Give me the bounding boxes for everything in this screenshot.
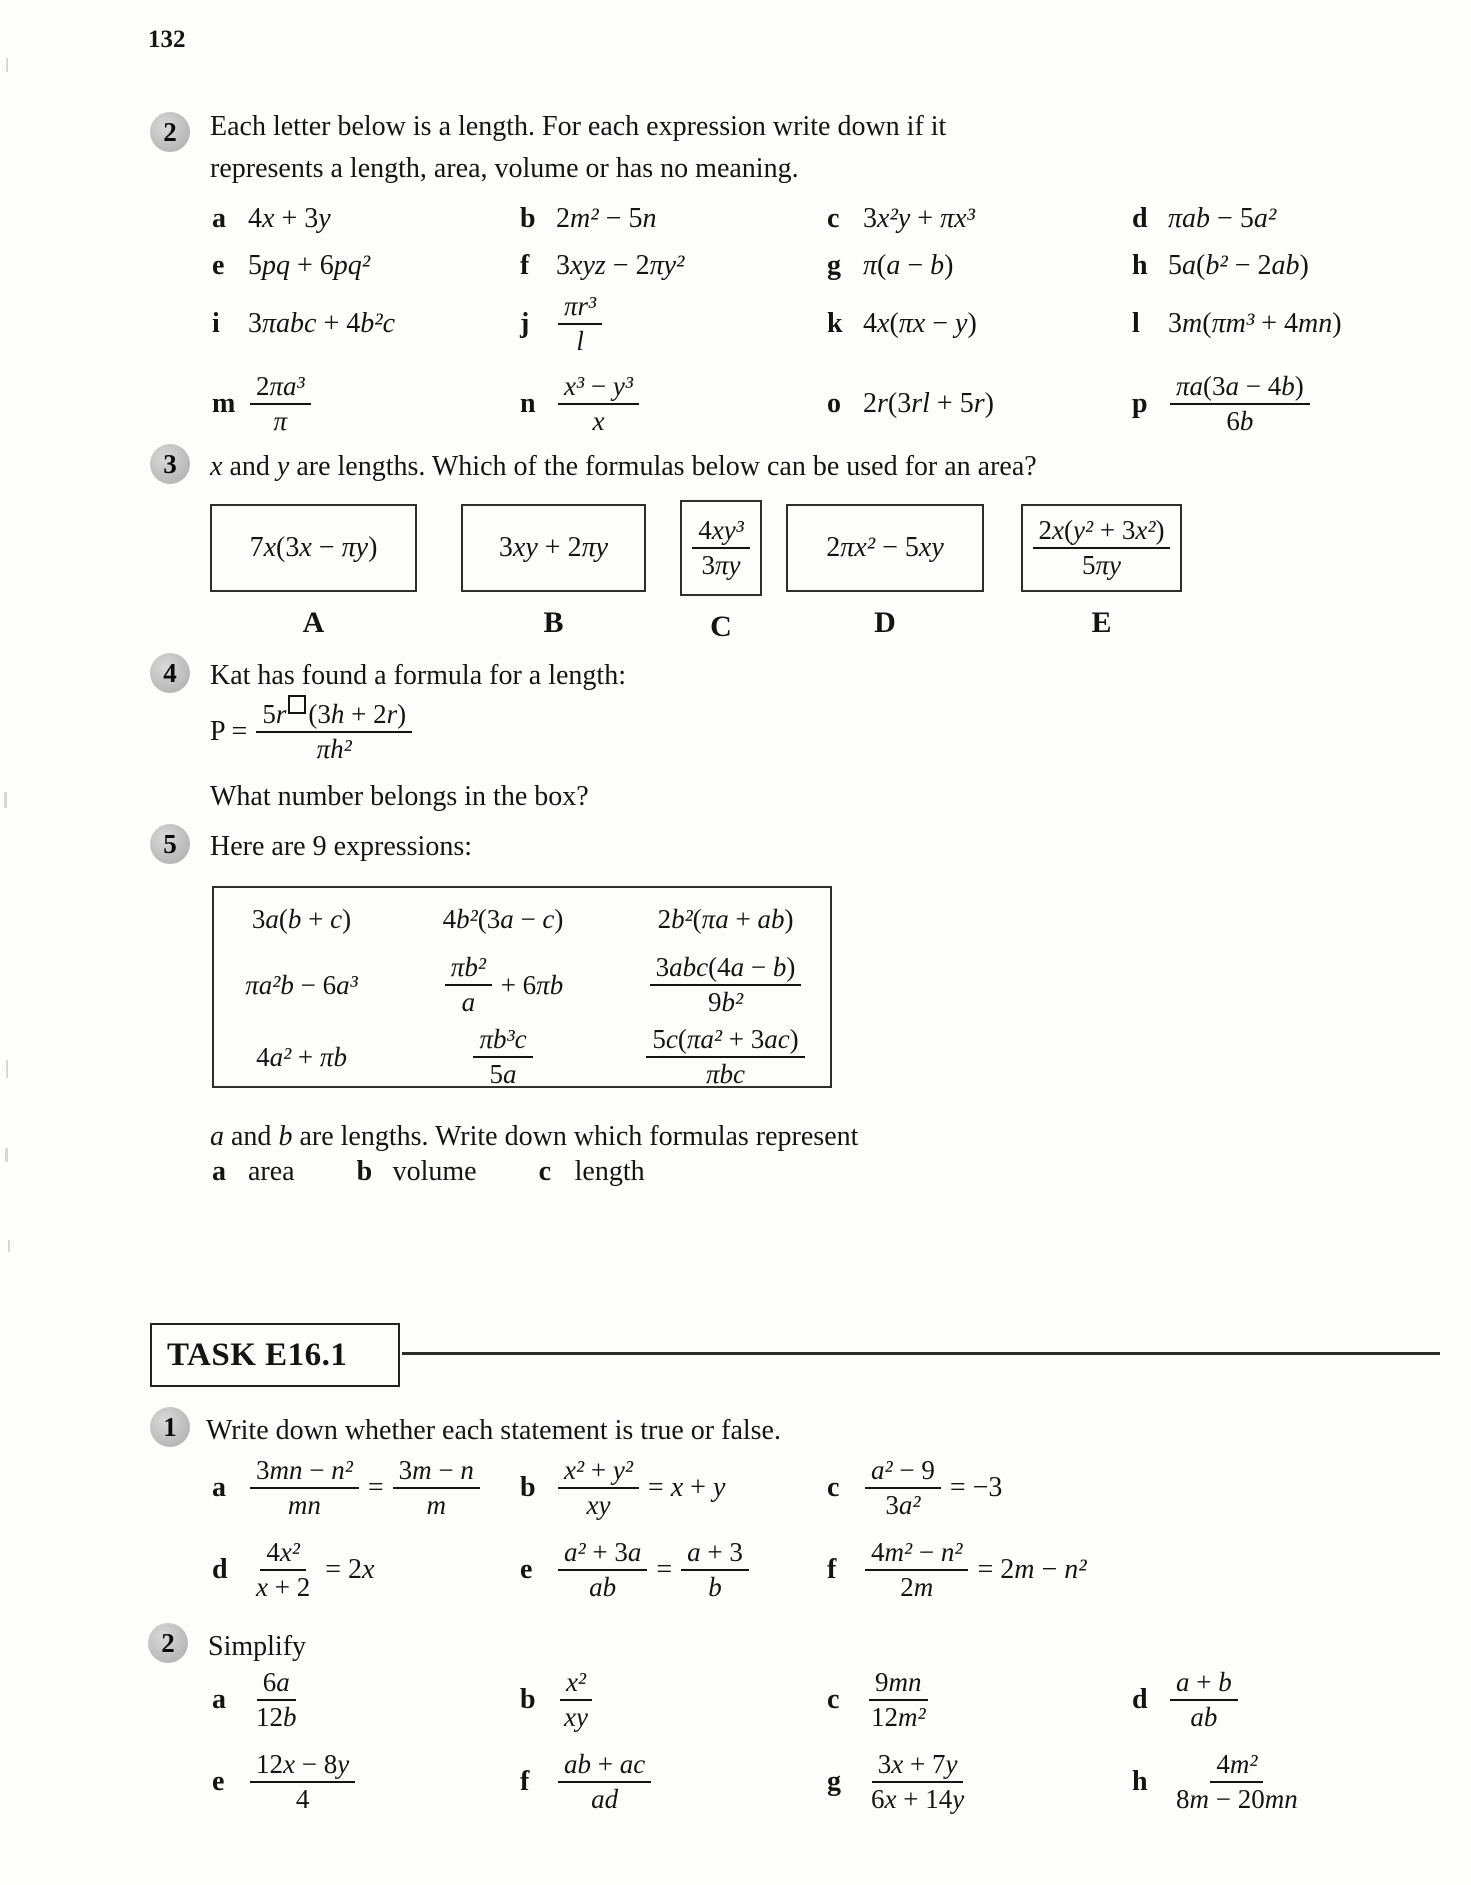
part-expression: [863, 388, 994, 420]
fraction: [558, 1537, 647, 1603]
grid-expression: [471, 1024, 534, 1090]
question-5-options: [212, 1156, 707, 1188]
math-text: 4x + 3y: [248, 203, 331, 234]
denominator: 2m: [900, 1572, 934, 1602]
numerator: a + b: [1170, 1667, 1238, 1701]
part-label: h: [1132, 250, 1148, 281]
numerator: πr³: [558, 291, 602, 325]
part-expression: [1168, 371, 1312, 437]
question-3-badge: 3: [150, 444, 190, 484]
part-label: k: [827, 308, 843, 339]
exercise-part: [520, 371, 827, 437]
fraction: [250, 1537, 316, 1603]
fraction: [865, 1667, 932, 1733]
length-formula: [210, 698, 414, 766]
exercise-part: [520, 1455, 827, 1521]
grid-expression: [443, 952, 563, 1018]
math-text: πab − 5a²: [1168, 203, 1277, 234]
part-expression: [556, 203, 656, 235]
question-3-prompt: [210, 446, 1310, 488]
expression-box: [212, 886, 832, 1088]
exercise-part: [827, 203, 1132, 235]
question-4-question: What number belongs in the box?: [210, 781, 589, 812]
denominator: ab: [1190, 1702, 1218, 1732]
exercise-part: [212, 203, 520, 235]
denominator: m: [426, 1490, 446, 1520]
denominator: ad: [591, 1784, 619, 1814]
math-text: 5pq + 6pq²: [248, 250, 371, 281]
denominator: 6b: [1226, 406, 1254, 436]
part-expression: [556, 1455, 725, 1521]
task-q1-prompt: Write down whether each statement is true or false.: [206, 1415, 781, 1446]
formula-box-column: [210, 504, 417, 640]
part-expression: [863, 1455, 1002, 1521]
fraction: [865, 1455, 941, 1521]
part-label: b: [520, 1684, 536, 1715]
formula-expression: [826, 532, 944, 564]
exercise-part: [1132, 1749, 1462, 1815]
math-text: 3xy + 2πy: [498, 532, 609, 563]
math-text: π(a − b): [863, 250, 954, 281]
grid-expression: [644, 1024, 806, 1090]
denominator: l: [576, 326, 584, 356]
page-number: 132: [148, 26, 186, 53]
numerator: a + 3: [681, 1537, 749, 1571]
option-text: length: [574, 1156, 645, 1187]
fraction: [250, 1749, 355, 1815]
exercise-part: [1132, 203, 1462, 235]
exercise-part: [827, 308, 1132, 340]
parts-row: [212, 1452, 1462, 1524]
math-text: 4x(πx − y): [863, 308, 977, 339]
scan-artifact: [5, 1148, 8, 1162]
fraction: [558, 1749, 651, 1815]
fraction: [250, 1455, 359, 1521]
parts-row: [212, 196, 1462, 242]
exercise-part: [1132, 308, 1462, 340]
part-expression: [863, 1667, 934, 1733]
task-q2-prompt: Simplify: [208, 1631, 307, 1662]
question-5-badge: 5: [150, 824, 190, 864]
plain-text: and: [224, 1121, 279, 1152]
part-label: a: [212, 1472, 226, 1503]
parts-row: [212, 290, 1462, 358]
exercise-part: [212, 250, 520, 282]
numerator: 3m − n: [393, 1455, 480, 1489]
grid-expression: [256, 1042, 347, 1073]
exercise-part: [1132, 1667, 1462, 1733]
denominator: xy: [564, 1702, 588, 1732]
math-text: 5a(b² − 2ab): [1168, 250, 1309, 281]
formula-box: [210, 504, 417, 592]
plain-text: =: [970, 1554, 1001, 1585]
option-label: a: [212, 1156, 226, 1187]
numerator: a² + 3a: [558, 1537, 647, 1571]
exercise-part: [1132, 371, 1462, 437]
denominator: πh²: [316, 734, 352, 764]
answer-option: [357, 1156, 477, 1188]
math-text: 3πabc + 4b²c: [248, 308, 396, 339]
task-q2-badge: 2: [148, 1623, 188, 1663]
part-label: o: [827, 388, 841, 419]
denominator: π: [273, 406, 288, 436]
superscript-box: [288, 695, 306, 714]
part-expression: [1168, 308, 1342, 340]
exercise-part: [827, 1537, 1462, 1603]
plain-text: =: [649, 1554, 680, 1585]
fraction: [558, 1667, 594, 1733]
numerator: 4m² − n²: [865, 1537, 968, 1571]
numerator: 3mn − n²: [250, 1455, 359, 1489]
math-text: 2m − n²: [1000, 1554, 1087, 1585]
parts-row: [212, 1662, 1462, 1738]
math-text: b: [278, 1121, 293, 1152]
part-label: h: [1132, 1766, 1148, 1797]
denominator: 3πy: [701, 550, 741, 580]
numerator: 5c(πa² + 3ac): [646, 1024, 804, 1058]
part-label: e: [520, 1554, 533, 1585]
part-expression: [248, 308, 395, 340]
numerator: πb²: [445, 952, 492, 986]
math-text: 3xyz − 2πy²: [556, 250, 685, 281]
part-expression: [248, 1455, 482, 1521]
formula-box: [786, 504, 984, 592]
fraction: [558, 371, 639, 437]
plain-text: +: [493, 969, 523, 1000]
part-label: a: [212, 203, 226, 234]
fraction: [393, 1455, 480, 1521]
part-label: d: [1132, 203, 1148, 234]
numerator: 9mn: [869, 1667, 928, 1701]
denominator: 4: [295, 1784, 310, 1814]
part-label: a: [212, 1684, 226, 1715]
grid-expression: [443, 904, 564, 935]
math-text: 2b²(πa + ab): [657, 903, 794, 934]
fraction: [1170, 1667, 1238, 1733]
numerator: 12x − 8y: [250, 1749, 355, 1783]
task-q1-badge: 1: [150, 1407, 190, 1447]
question-4-prompt: Kat has found a formula for a length:: [210, 660, 626, 691]
part-label: n: [520, 388, 536, 419]
exercise-part: [520, 1749, 827, 1815]
scan-artifact: [6, 58, 8, 72]
option-text: area: [248, 1156, 295, 1187]
answer-option: [212, 1156, 295, 1188]
part-label: c: [827, 1684, 840, 1715]
formula-box-column: [680, 500, 762, 644]
formula-expression: [250, 532, 378, 564]
exercise-part: [212, 308, 520, 340]
denominator: 9b²: [707, 987, 744, 1017]
exercise-part: [827, 388, 1132, 420]
parts-row: [212, 1744, 1462, 1820]
math-text: 2m² − 5n: [556, 203, 657, 234]
part-expression: [556, 1749, 653, 1815]
part-expression: [248, 371, 313, 437]
fraction: [558, 291, 602, 357]
task-q2-parts: [212, 1662, 1462, 1820]
fraction: [558, 1455, 639, 1521]
scan-artifact: [6, 1060, 8, 1078]
part-expression: [863, 203, 975, 235]
formula-box-column: [786, 504, 984, 640]
math-text: 3a(b + c): [251, 903, 352, 934]
exercise-part: [212, 371, 520, 437]
part-expression: [863, 1537, 1087, 1603]
plain-text: =: [360, 1472, 391, 1503]
question-2-parts: [212, 196, 1462, 450]
exercise-part: [520, 203, 827, 235]
formula-box-label: C: [710, 610, 732, 643]
part-label: c: [827, 203, 840, 234]
numerator: 5r (3h + 2r): [256, 699, 412, 733]
numerator: 4x²: [260, 1537, 306, 1571]
exercise-part: [520, 291, 827, 357]
plain-text: and: [222, 451, 277, 482]
part-label: p: [1132, 388, 1148, 419]
exercise-part: [520, 250, 827, 282]
numerator: x³ − y³: [558, 371, 639, 405]
exercise-part: [827, 1749, 1132, 1815]
plain-text: are lengths. Which of the formulas below can be used for an area?: [289, 451, 1037, 482]
exercise-part: [212, 1537, 520, 1603]
fraction: [1170, 371, 1310, 437]
part-expression: [248, 250, 370, 282]
question-5-note: [210, 1116, 1110, 1158]
fraction: [250, 371, 311, 437]
part-expression: [1168, 203, 1276, 235]
denominator: b: [708, 1572, 722, 1602]
part-label: i: [212, 308, 220, 339]
math-text: 3x²y + πx³: [863, 203, 975, 234]
math-text: 2πx² − 5xy: [826, 532, 944, 563]
exercise-part: [827, 1667, 1132, 1733]
option-label: b: [356, 1156, 373, 1187]
denominator: mn: [287, 1490, 321, 1520]
formula-box-label: D: [874, 606, 896, 639]
math-text: a: [210, 1121, 224, 1152]
fraction: [865, 1537, 968, 1603]
part-expression: [863, 1749, 972, 1815]
part-label: e: [212, 1766, 225, 1797]
numerator: 3abc(4a − b): [650, 952, 802, 986]
part-label: g: [827, 1766, 841, 1797]
formula-expression: [690, 515, 752, 581]
part-expression: [556, 1537, 751, 1603]
part-expression: [1168, 250, 1309, 282]
exercise-part: [212, 1455, 520, 1521]
math-text: 4b²(3a − c): [442, 903, 564, 934]
denominator: 5πy: [1081, 550, 1121, 580]
prompt-line-2: represents a length, area, volume or has no meaning.: [210, 153, 799, 184]
part-expression: [863, 308, 977, 340]
part-label: d: [212, 1554, 228, 1585]
part-label: f: [827, 1554, 837, 1585]
part-label: b: [520, 203, 536, 234]
denominator: x + 2: [256, 1572, 311, 1602]
denominator: ab: [589, 1572, 617, 1602]
numerator: 4xy³: [692, 515, 750, 549]
fraction: [1033, 515, 1171, 581]
part-expression: [248, 203, 331, 235]
fraction: [445, 952, 492, 1018]
formula-box: [461, 504, 646, 592]
numerator: πa(3a − 4b): [1170, 371, 1310, 405]
formula-box-label: B: [543, 606, 564, 639]
part-label: c: [827, 1472, 840, 1503]
part-label: l: [1132, 308, 1140, 339]
option-label: c: [538, 1156, 552, 1187]
part-expression: [248, 1537, 374, 1603]
exercise-part: [1132, 250, 1462, 282]
numerator: 2πa³: [250, 371, 311, 405]
denominator: 8m − 20mn: [1176, 1784, 1298, 1814]
grid-expression: [252, 904, 351, 935]
fraction: [250, 1667, 303, 1733]
plain-text: =: [318, 1554, 349, 1585]
fraction: [865, 1749, 970, 1815]
denominator: 5a: [489, 1059, 517, 1089]
part-label: f: [520, 1766, 530, 1797]
formula-box-column: [461, 504, 646, 640]
numerator: 3x + 7y: [872, 1749, 964, 1783]
fraction: [256, 699, 412, 765]
math-text: 4a² + πb: [256, 1041, 347, 1072]
math-text: πa²b − 6a³: [245, 969, 358, 1000]
part-label: f: [520, 250, 530, 281]
plain-text: =: [640, 1472, 671, 1503]
part-label: e: [212, 250, 225, 281]
formula-expression: [1031, 515, 1173, 581]
task-title: TASK E16.1: [167, 1336, 348, 1373]
parts-row: [212, 358, 1462, 450]
part-expression: [248, 1749, 357, 1815]
denominator: 3a²: [885, 1490, 921, 1520]
scan-artifact: [4, 792, 7, 808]
numerator: ab + ac: [558, 1749, 651, 1783]
formula-box-row: [210, 500, 1182, 644]
part-label: j: [520, 308, 530, 339]
math-text: x: [210, 451, 223, 482]
grid-expression: [648, 952, 804, 1018]
plain-text: are lengths. Write down which formulas represent: [292, 1121, 859, 1152]
math-text: 7x(3x − πy): [249, 532, 378, 563]
part-expression: [248, 1667, 305, 1733]
scan-artifact: [8, 1240, 10, 1252]
plain-text: P =: [210, 716, 255, 747]
formula-expression: [499, 532, 608, 564]
question-4-badge: 4: [150, 653, 190, 693]
math-text: x + y: [670, 1472, 726, 1503]
exercise-part: [212, 1749, 520, 1815]
math-text: y: [276, 451, 290, 482]
fraction: [650, 952, 802, 1018]
math-text: 3m(πm³ + 4mn): [1168, 308, 1342, 339]
part-expression: [556, 1667, 596, 1733]
fraction: [473, 1024, 532, 1090]
part-expression: [1168, 1667, 1240, 1733]
grid-expression: [245, 970, 357, 1001]
plain-text: = −3: [942, 1472, 1003, 1503]
task-header-rule: [402, 1352, 1440, 1355]
formula-box: [680, 500, 762, 596]
numerator: 4m²: [1210, 1749, 1263, 1783]
denominator: x: [592, 406, 605, 436]
formula-box: [1021, 504, 1182, 592]
exercise-part: [520, 1537, 827, 1603]
math-text: 6πb: [522, 969, 564, 1000]
math-text: 2r(3rl + 5r): [863, 388, 994, 419]
option-text: volume: [392, 1156, 477, 1187]
part-expression: [556, 250, 684, 282]
fraction: [1170, 1749, 1304, 1815]
parts-row: [212, 1534, 1462, 1606]
formula-box-label: A: [302, 606, 325, 639]
formula-box-label: E: [1091, 606, 1112, 639]
part-expression: [863, 250, 953, 282]
part-expression: [556, 371, 641, 437]
answer-option: [539, 1156, 645, 1188]
numerator: x² + y²: [558, 1455, 639, 1489]
fraction: [681, 1537, 749, 1603]
part-label: b: [520, 1472, 536, 1503]
question-2-prompt: [210, 106, 1170, 190]
denominator: πbc: [705, 1059, 745, 1089]
prompt-line-1: Each letter below is a length. For each expression write down if it: [210, 111, 947, 142]
part-label: g: [827, 250, 841, 281]
fraction: [692, 515, 750, 581]
fraction: [646, 1024, 804, 1090]
exercise-part: [212, 1667, 520, 1733]
exercise-part: [827, 250, 1132, 282]
numerator: 6a: [257, 1667, 296, 1701]
task-q1-parts: [212, 1452, 1462, 1606]
question-5-prompt: Here are 9 expressions:: [210, 831, 473, 862]
question-2-badge: 2: [150, 112, 190, 152]
numerator: 2x(y² + 3x²): [1033, 515, 1171, 549]
part-expression: [556, 291, 604, 357]
exercise-part: [520, 1667, 827, 1733]
part-label: m: [212, 388, 236, 419]
numerator: x²: [560, 1667, 592, 1701]
task-header-box: [150, 1323, 400, 1387]
math-text: 2x: [348, 1554, 375, 1585]
part-label: d: [1132, 1684, 1148, 1715]
part-expression: [1168, 1749, 1306, 1815]
exercise-part: [827, 1455, 1462, 1521]
numerator: a² − 9: [865, 1455, 941, 1489]
parts-row: [212, 242, 1462, 290]
formula-box-column: [1021, 504, 1182, 640]
grid-expression: [658, 904, 794, 935]
denominator: 6x + 14y: [871, 1784, 965, 1814]
denominator: a: [461, 987, 476, 1017]
denominator: xy: [586, 1490, 611, 1520]
denominator: 12b: [256, 1702, 297, 1732]
denominator: 12m²: [871, 1702, 926, 1732]
numerator: πb³c: [473, 1024, 532, 1058]
